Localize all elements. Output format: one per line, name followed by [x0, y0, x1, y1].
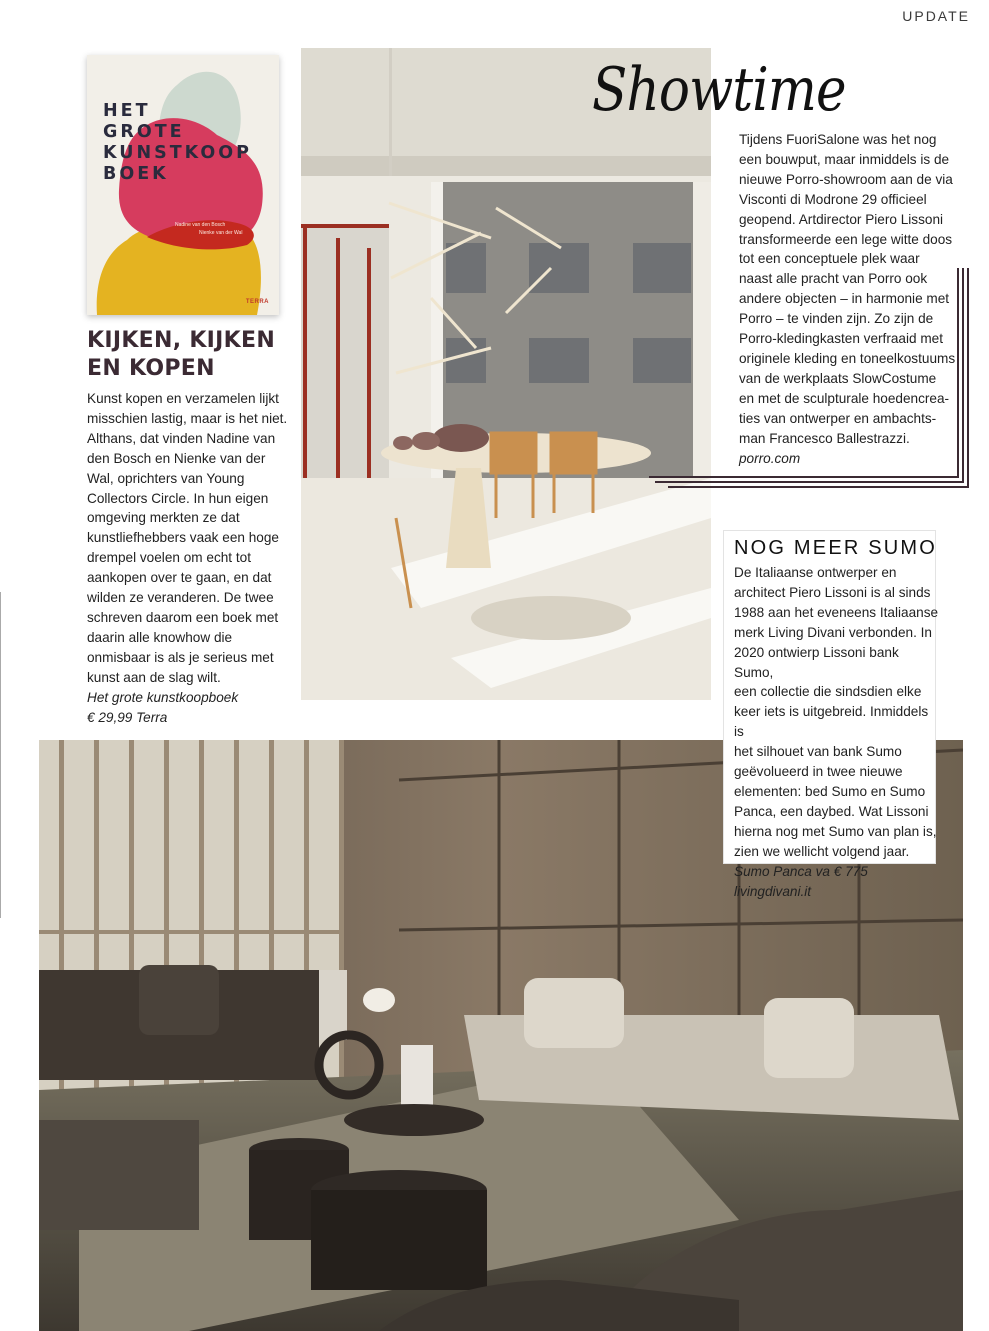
- body-line: schreven daarom een boek met: [87, 609, 279, 625]
- body-line: Kunst kopen en verzamelen lijkt: [87, 391, 279, 406]
- body-line: aankopen over te gaan, en dat: [87, 570, 272, 586]
- body-line: kunst aan de slag wilt.: [87, 669, 221, 685]
- body-line: merk Living Divani verbonden. In: [734, 624, 932, 640]
- frame-line: [967, 268, 969, 488]
- book-credit-title: Het grote kunstkoopboek: [87, 689, 239, 705]
- body-line: nieuwe Porro-showroom aan de via: [739, 171, 953, 187]
- body-line: Tijdens FuoriSalone was het nog: [739, 132, 937, 147]
- sumo-article-box: [723, 530, 939, 899]
- frame-line: [962, 268, 964, 483]
- body-line: elementen: bed Sumo en Sumo: [734, 783, 926, 799]
- body-line: keer iets is uitgebreid. Inmiddels is: [734, 704, 929, 740]
- body-line: ties van ontwerper en ambachts-: [739, 410, 937, 426]
- body-line: transformeerde een lege witte doos: [739, 231, 953, 247]
- body-line: den Bosch en Nienke van der: [87, 450, 266, 466]
- book-cover-image: [87, 55, 279, 315]
- body-line: Wal, oprichters van Young: [87, 470, 245, 486]
- left-article-body: [87, 389, 302, 727]
- body-line: een collectie die sindsdien elke: [734, 684, 922, 700]
- book-authors: [175, 221, 242, 237]
- left-article-heading: [87, 327, 302, 383]
- body-line: tot een conceptuele plek waar: [739, 251, 920, 267]
- body-line: De Italiaanse ontwerper en: [734, 565, 897, 580]
- book-title: [103, 101, 252, 185]
- porro-link[interactable]: porro.com: [739, 450, 801, 466]
- frame-line: [655, 481, 964, 483]
- body-line: en met de sculpturale hoedencrea-: [739, 390, 950, 406]
- sumo-credit-price: Sumo Panca va € 775: [734, 863, 868, 879]
- section-tag: UPDATE: [902, 8, 970, 24]
- book-title-line: KUNSTKOOP: [103, 143, 253, 163]
- body-line: zien we wellicht volgend jaar.: [734, 843, 910, 859]
- book-publisher: TERRA: [245, 299, 269, 305]
- body-line: het silhouet van bank Sumo: [734, 744, 902, 760]
- book-title-line: GROTE: [103, 122, 185, 142]
- book-cover-artwork: [87, 55, 279, 315]
- body-line: 1988 aan het eveneens Italiaanse: [734, 604, 939, 620]
- body-line: 2020 ontwierp Lissoni bank Sumo,: [734, 644, 899, 680]
- frame-line: [957, 268, 959, 478]
- body-line: geopend. Artdirector Piero Lissoni: [739, 211, 944, 227]
- book-author: Nadine van den Bosch: [175, 222, 226, 228]
- body-line: wilden ze veranderen. De twee: [87, 590, 274, 606]
- livingdivani-link[interactable]: livingdivani.it: [734, 883, 812, 899]
- body-line: architect Piero Lissoni is al sinds: [734, 584, 931, 600]
- heading-line: KIJKEN, KIJKEN: [87, 328, 276, 353]
- body-line: daarin alle knowhow die: [87, 629, 233, 645]
- body-line: Althans, dat vinden Nadine van: [87, 430, 276, 446]
- body-line: een bouwput, maar inmiddels is de: [739, 151, 950, 167]
- body-line: geëvolueerd in twee nieuwe: [734, 764, 903, 780]
- body-line: Collectors Circle. In hun eigen: [87, 490, 269, 506]
- body-line: omgeving merkten ze dat: [87, 510, 240, 526]
- showtime-title: Showtime: [592, 55, 846, 125]
- body-line: man Francesco Ballestrazzi.: [739, 430, 910, 446]
- body-line: drempel voelen om echt tot: [87, 550, 251, 566]
- porro-showroom-photo: [301, 48, 711, 700]
- sumo-article-heading: NOG MEER SUMO: [734, 537, 938, 559]
- body-line: kunstliefhebbers vaak een hoge: [87, 530, 279, 546]
- body-line: Porro-kledingkasten verfraaid met: [739, 331, 943, 347]
- sumo-article-body: [734, 563, 939, 901]
- body-line: Panca, een daybed. Wat Lissoni: [734, 803, 929, 819]
- heading-line: EN KOPEN: [87, 356, 215, 381]
- body-line: Visconti di Modrone 29 officieel: [739, 191, 927, 207]
- showtime-article-body: [739, 130, 969, 468]
- book-author: Nienke van der Wal: [199, 230, 243, 236]
- body-line: van de werkplaats SlowCostume: [739, 370, 937, 386]
- book-credit-price: € 29,99 Terra: [87, 709, 168, 725]
- frame-line: [649, 476, 959, 478]
- body-line: originele kleding en toneelkostuums: [739, 350, 956, 366]
- body-line: hierna nog met Sumo van plan is,: [734, 823, 937, 839]
- body-line: misschien lastig, maar is het niet.: [87, 410, 288, 426]
- body-line: andere objecten – in harmonie met: [739, 291, 950, 307]
- page-edge-line: [0, 592, 1, 918]
- body-line: onmisbaar is als je serieus met: [87, 649, 274, 665]
- body-line: Porro – te vinden zijn. Zo zijn de: [739, 311, 934, 327]
- frame-line: [668, 486, 969, 488]
- book-title-line: BOEK: [103, 164, 169, 184]
- body-line: naast alle pracht van Porro ook: [739, 271, 928, 287]
- book-title-line: HET: [103, 101, 151, 121]
